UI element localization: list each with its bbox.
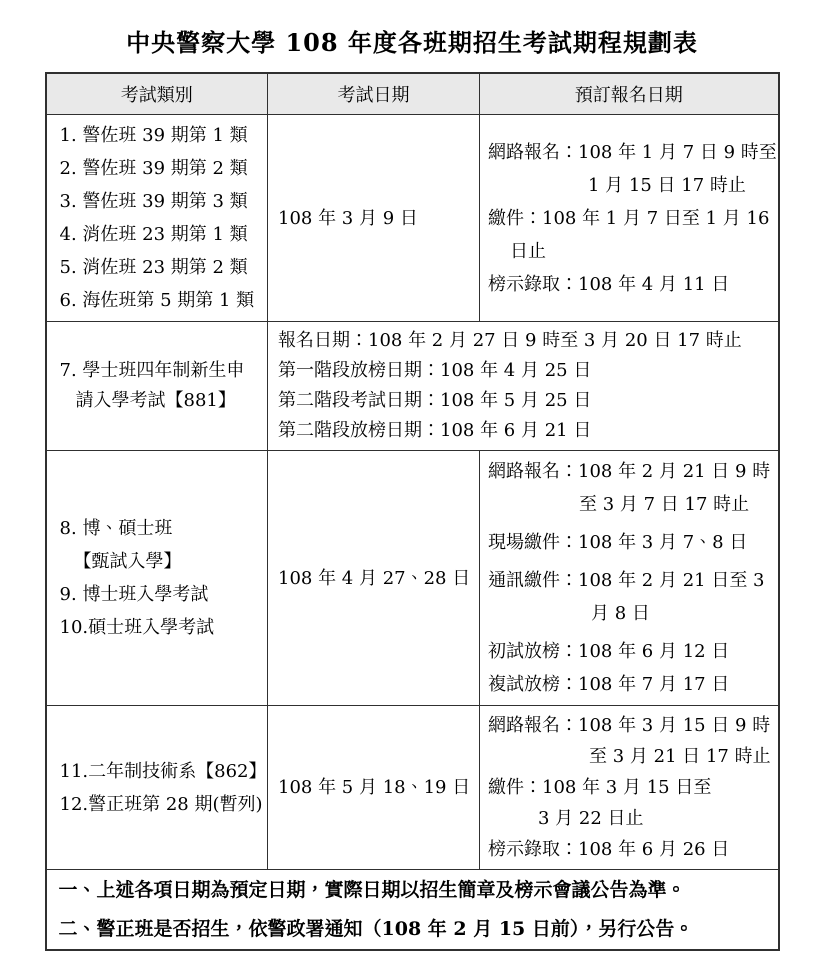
cell-line: 第二階段放榜日期：108 年 6 月 21 日 [278, 420, 592, 441]
cell-line: 108 年 3 月 9 日 [278, 207, 418, 229]
cell-line: 網路報名：108 年 2 月 21 日 9 時 [488, 461, 771, 482]
cell-line: 第一階段放榜日期：108 年 4 月 25 日 [278, 360, 592, 381]
registration-dates [480, 451, 779, 706]
cell-line: 請入學考試【881】 [75, 390, 236, 411]
cell-line: 至 3 月 21 日 17 時止 [589, 746, 771, 767]
cell-line: 2. 警佐班 39 期第 2 類 [59, 158, 248, 179]
cell-line: 7. 學士班四年制新生申 [59, 360, 245, 381]
cell-line: 現場繳件：108 年 3 月 7、8 日 [488, 532, 748, 553]
cell-line: 3. 警佐班 39 期第 3 類 [59, 191, 248, 212]
table-footer [46, 870, 779, 951]
notes-row [46, 870, 779, 951]
exam-and-registration-dates [268, 322, 779, 451]
exam-date [268, 706, 480, 870]
cell-line: 108 年 5 月 18、19 日 [278, 777, 471, 798]
cell-line: 初試放榜：108 年 6 月 12 日 [488, 641, 730, 662]
table-header [46, 73, 779, 115]
header-exam-date: 考試日期 [268, 73, 480, 115]
cell-line: 11.二年制技術系【862】 [59, 760, 267, 782]
table-body [46, 115, 779, 870]
cell-line: 9. 博士班入學考試 [59, 584, 209, 605]
cell-line: 月 8 日 [591, 603, 650, 624]
exam-category [46, 322, 268, 451]
exam-category [46, 451, 268, 706]
cell-line: 網路報名：108 年 3 月 15 日 9 時 [488, 715, 771, 736]
cell-line: 日止 [510, 240, 546, 262]
cell-line: 繳件：108 年 3 月 15 日至 [488, 777, 712, 798]
header-exam-category: 考試類別 [46, 73, 268, 115]
table-row [46, 115, 779, 322]
table-row [46, 706, 779, 870]
header-row [46, 73, 779, 115]
cell-line: 6. 海佐班第 5 期第 1 類 [59, 290, 255, 311]
cell-line: 繳件：108 年 1 月 7 日至 1 月 16 [488, 207, 770, 229]
notes-cell [46, 870, 779, 951]
exam-schedule-table [45, 72, 780, 951]
cell-line: 網路報名：108 年 1 月 7 日 9 時至 [488, 141, 777, 163]
note-line-2: 二、警正班是否招生，依警政署通知（108 年 2 月 15 日前），另行公告。 [58, 917, 694, 940]
cell-line: 5. 消佐班 23 期第 2 類 [59, 257, 248, 278]
cell-line: 1 月 15 日 17 時止 [588, 174, 746, 196]
registration-dates [480, 706, 779, 870]
cell-line: 第二階段考試日期：108 年 5 月 25 日 [278, 390, 592, 411]
cell-line: 10.碩士班入學考試 [59, 617, 215, 638]
cell-line: 至 3 月 7 日 17 時止 [579, 494, 750, 515]
exam-date [268, 115, 480, 322]
cell-line: 報名日期：108 年 2 月 27 日 9 時至 3 月 20 日 17 時止 [278, 330, 742, 351]
cell-line: 3 月 22 日止 [538, 808, 644, 829]
cell-line: 榜示錄取：108 年 4 月 11 日 [488, 273, 730, 295]
exam-date [268, 451, 480, 706]
cell-line: 複試放榜：108 年 7 月 17 日 [488, 674, 730, 695]
cell-line: 108 年 4 月 27、28 日 [278, 567, 471, 589]
cell-line: 12.警正班第 28 期(暫列) [59, 793, 263, 815]
table-row [46, 451, 779, 706]
cell-line: 榜示錄取：108 年 6 月 26 日 [488, 839, 730, 860]
cell-line: 通訊繳件：108 年 2 月 21 日至 3 [488, 570, 765, 591]
cell-line: 【甄試入學】 [73, 551, 182, 572]
exam-category [46, 115, 268, 322]
header-registration-date: 預訂報名日期 [480, 73, 779, 115]
note-line-1: 一、上述各項日期為預定日期，實際日期以招生簡章及榜示會議公告為準。 [58, 878, 686, 901]
registration-dates [480, 115, 779, 322]
table-row [46, 322, 779, 451]
page-title: 中央警察大學 108 年度各班期招生考試期程規劃表 [126, 28, 698, 57]
cell-line: 1. 警佐班 39 期第 1 類 [59, 125, 248, 146]
cell-line: 4. 消佐班 23 期第 1 類 [59, 224, 248, 245]
cell-line: 8. 博、碩士班 [59, 518, 173, 539]
exam-category [46, 706, 268, 870]
